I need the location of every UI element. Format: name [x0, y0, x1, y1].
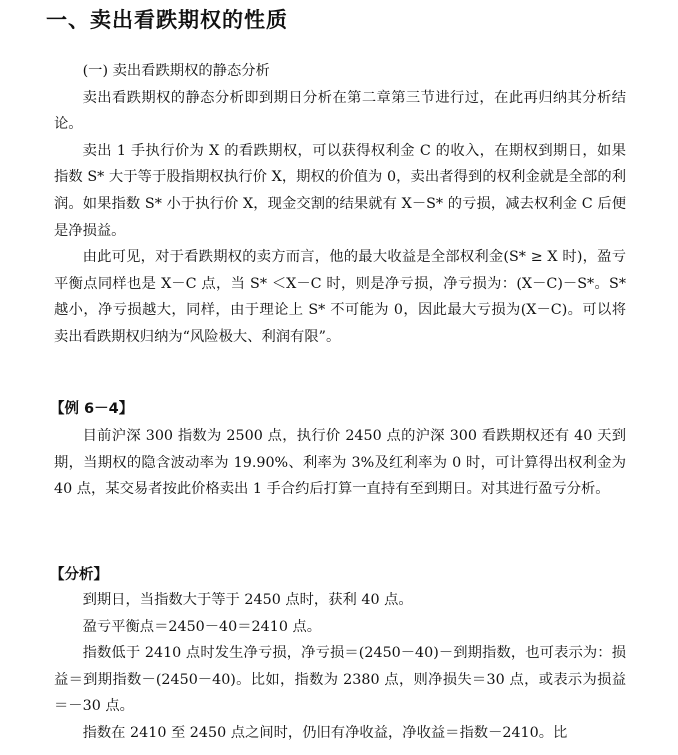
analysis-paragraph-profit: 到期日，当指数大于等于 2450 点时，获利 40 点。: [82, 592, 413, 608]
analysis-paragraph-loss: 指数低于 2410 点时发生净亏损，净亏损＝(2450－40)－到期指数，也可表示为：损益＝到期指数－(2450－40)。比如，指数为 2380 点，则净损失＝30 点，或表示为损益＝－30 点。: [54, 645, 626, 715]
example-section: [54, 423, 626, 503]
analysis-section: [54, 587, 626, 747]
example-paragraph: 目前沪深 300 指数为 2500 点，执行价 2450 点的沪深 300 看跌期权还有 40 天到期，当期权的隐含波动率为 19.90%、利率为 3%及红利率为 0 时，可计算得出权利金为 40 点，某交易者按此价格卖出 1 手合约后打算一直持有至到期日。对其进行盈亏分析。: [54, 428, 626, 498]
paragraph-intro: 卖出看跌期权的静态分析即到期日分析在第二章第三节进行过，在此再归纳其分析结论。: [54, 89, 626, 133]
example-label: 【例 6－4】: [50, 401, 134, 417]
analysis-paragraph-range: 指数在 2410 至 2450 点之间时，仍旧有净收益，净收益＝指数－2410。比: [82, 724, 568, 741]
section-heading: 一、卖出看跌期权的性质: [46, 8, 288, 32]
subsection-heading: (一) 卖出看跌期权的静态分析: [82, 63, 270, 79]
static-analysis-section: [54, 58, 626, 351]
analysis-label: 【分析】: [50, 567, 108, 583]
analysis-paragraph-breakeven: 盈亏平衡点＝2450－40＝2410 点。: [82, 618, 322, 635]
paragraph-sell-put: 卖出 1 手执行价为 X 的看跌期权，可以获得权利金 C 的收入，在期权到期日，如果指数 S* 大于等于股指期权执行价 X，期权的价值为 0，卖出者得到的权利金就是全部的利润。如果指数 S* 小于执行价 X，现金交割的结果就有 X－S* 的亏损，减去权利金 C 后便是净损益。: [54, 142, 626, 239]
paragraph-conclusion: 由此可见，对于看跌期权的卖方而言，他的最大收益是全部权利金(S* ≥ X 时)，盈亏平衡点同样也是 X－C 点，当 S* ＜X－C 时，则是净亏损，净亏损为：(X－C)－S*。S* 越小，净亏损越大，同样，由于理论上 S* 不可能为 0，因此最大亏损为(X－C)。可以将卖出看跌期权归纳为“风险极大、利润有限”。: [54, 249, 626, 345]
